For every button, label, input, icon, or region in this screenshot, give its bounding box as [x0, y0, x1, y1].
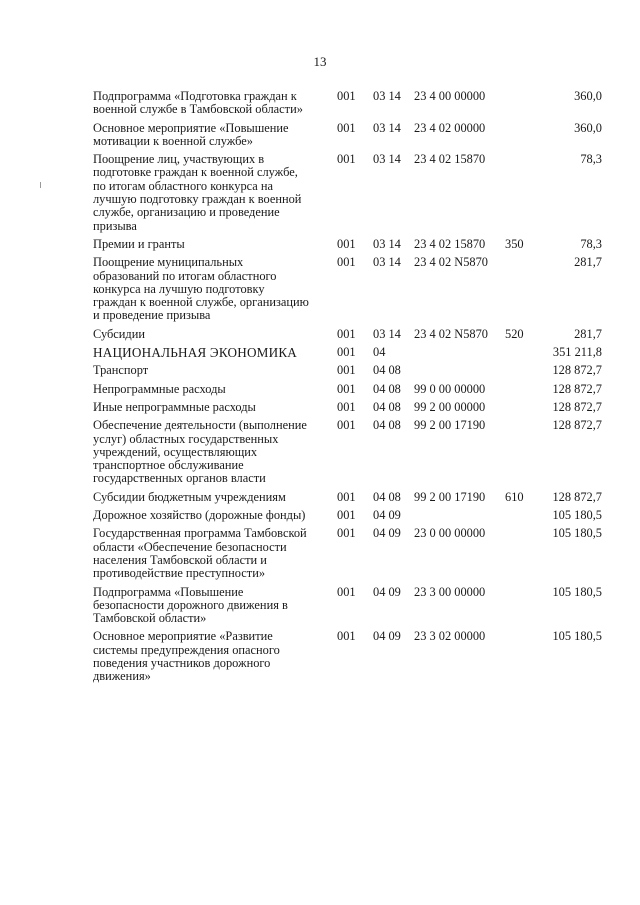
row-name: Поощрение лиц, участвующих в подготовке граждан к военной службе, по итогам областного конкурса на лучшую подготовку граждан к военной службе, организацию и проведение призыва: [93, 152, 302, 233]
expense-type-code: 350: [505, 236, 524, 251]
amount: 360,0: [574, 120, 602, 135]
section-code: 03 14: [373, 255, 401, 270]
admin-code: 001: [337, 120, 356, 135]
amount: 360,0: [574, 89, 602, 103]
section-code: 04 09: [373, 629, 401, 644]
table-row: [0, 90, 640, 117]
table-row: [0, 256, 640, 322]
table-row: [0, 364, 640, 377]
row-name: Подпрограмма «Повышение безопасности дорожного движения в Тамбовской области»: [93, 584, 288, 626]
row-name: НАЦИОНАЛЬНАЯ ЭКОНОМИКА: [93, 345, 298, 361]
section-code: 04 09: [373, 584, 401, 599]
row-name: Дорожное хозяйство (дорожные фонды): [93, 508, 306, 523]
amount: 105 180,5: [552, 629, 602, 644]
table-row: [0, 383, 640, 396]
table-row: [0, 527, 640, 580]
amount: 78,3: [580, 152, 602, 167]
admin-code: 001: [337, 381, 356, 396]
admin-code: 001: [337, 526, 356, 541]
amount: 281,7: [574, 255, 602, 270]
admin-code: 001: [337, 363, 356, 378]
row-name: Основное мероприятие «Развитие системы предупреждения опасного поведения участников дорожного движения»: [93, 629, 280, 684]
target-article-code: 23 3 00 00000: [414, 584, 486, 599]
target-article-code: 99 2 00 17190: [414, 489, 486, 504]
admin-code: 001: [337, 236, 356, 251]
admin-code: 001: [337, 489, 356, 504]
admin-code: 001: [337, 629, 356, 644]
amount: 105 180,5: [552, 584, 602, 599]
table-row: [0, 238, 640, 251]
admin-code: 001: [337, 326, 356, 341]
section-code: 04 08: [373, 399, 401, 414]
admin-code: 001: [337, 418, 356, 433]
expense-type-code: 610: [505, 489, 524, 504]
row-name: Обеспечение деятельности (выполнение услуг) областных государственных учреждений, осуществляющих транспортное обслуживание государственных органов власти: [93, 418, 307, 486]
amount: 128 872,7: [552, 363, 602, 378]
row-name: Премии и гранты: [93, 236, 185, 251]
amount: 128 872,7: [552, 399, 602, 414]
admin-code: 001: [337, 255, 356, 270]
budget-table: [0, 90, 640, 689]
section-code: 04 08: [373, 489, 401, 504]
expense-type-code: 520: [505, 326, 524, 341]
table-row: [0, 328, 640, 341]
target-article-code: 99 2 00 17190: [414, 418, 486, 433]
row-name: Государственная программа Тамбовской области «Обеспечение безопасности населения Тамбовской области и противодействие преступности»: [93, 526, 307, 581]
target-article-code: 23 3 02 00000: [414, 629, 486, 644]
table-row: [0, 122, 640, 149]
target-article-code: 23 0 00 00000: [414, 526, 486, 541]
table-row: [0, 509, 640, 522]
section-code: 04: [373, 345, 386, 360]
row-name: Поощрение муниципальных образований по итогам областного конкурса на лучшую подготовку граждан к военной службе, организацию и проведение призыва: [93, 255, 309, 323]
admin-code: 001: [337, 399, 356, 414]
table-row: [0, 630, 640, 683]
table-row: [0, 419, 640, 485]
target-article-code: 23 4 00 00000: [414, 89, 486, 103]
section-code: 04 08: [373, 418, 401, 433]
row-name: Транспорт: [93, 363, 149, 378]
target-article-code: 23 4 02 N5870: [414, 255, 488, 270]
amount: 351 211,8: [552, 345, 602, 360]
section-code: 04 08: [373, 381, 401, 396]
row-name: Подпрограмма «Подготовка граждан к военной службе в Тамбовской области»: [93, 89, 303, 117]
section-code: 03 14: [373, 152, 401, 167]
table-row: [0, 401, 640, 414]
admin-code: 001: [337, 584, 356, 599]
table-row: [0, 586, 640, 626]
section-code: 03 14: [373, 326, 401, 341]
admin-code: 001: [337, 345, 356, 360]
target-article-code: 23 4 02 15870: [414, 236, 486, 251]
table-row: [0, 491, 640, 504]
section-code: 04 09: [373, 526, 401, 541]
target-article-code: 23 4 02 N5870: [414, 326, 488, 341]
amount: 78,3: [580, 236, 602, 251]
amount: 128 872,7: [552, 489, 602, 504]
amount: 105 180,5: [552, 508, 602, 523]
amount: 105 180,5: [552, 526, 602, 541]
section-code: 03 14: [373, 89, 401, 103]
section-code: 03 14: [373, 236, 401, 251]
target-article-code: 99 0 00 00000: [414, 381, 486, 396]
amount: 128 872,7: [552, 381, 602, 396]
row-name: Иные непрограммные расходы: [93, 399, 256, 414]
section-code: 04 08: [373, 363, 401, 378]
amount: 128 872,7: [552, 418, 602, 433]
row-name: Субсидии бюджетным учреждениям: [93, 489, 286, 504]
admin-code: 001: [337, 508, 356, 523]
table-row: [0, 153, 640, 233]
admin-code: 001: [337, 89, 356, 103]
section-code: 03 14: [373, 120, 401, 135]
admin-code: 001: [337, 152, 356, 167]
section-code: 04 09: [373, 508, 401, 523]
amount: 281,7: [574, 326, 602, 341]
table-row: [0, 346, 640, 359]
target-article-code: 23 4 02 15870: [414, 152, 486, 167]
target-article-code: 23 4 02 00000: [414, 120, 486, 135]
row-name: Непрограммные расходы: [93, 381, 226, 396]
page-number: 13: [313, 54, 327, 69]
row-name: Субсидии: [93, 326, 145, 341]
row-name: Основное мероприятие «Повышение мотивации к военной службе»: [93, 120, 289, 148]
target-article-code: 99 2 00 00000: [414, 399, 486, 414]
